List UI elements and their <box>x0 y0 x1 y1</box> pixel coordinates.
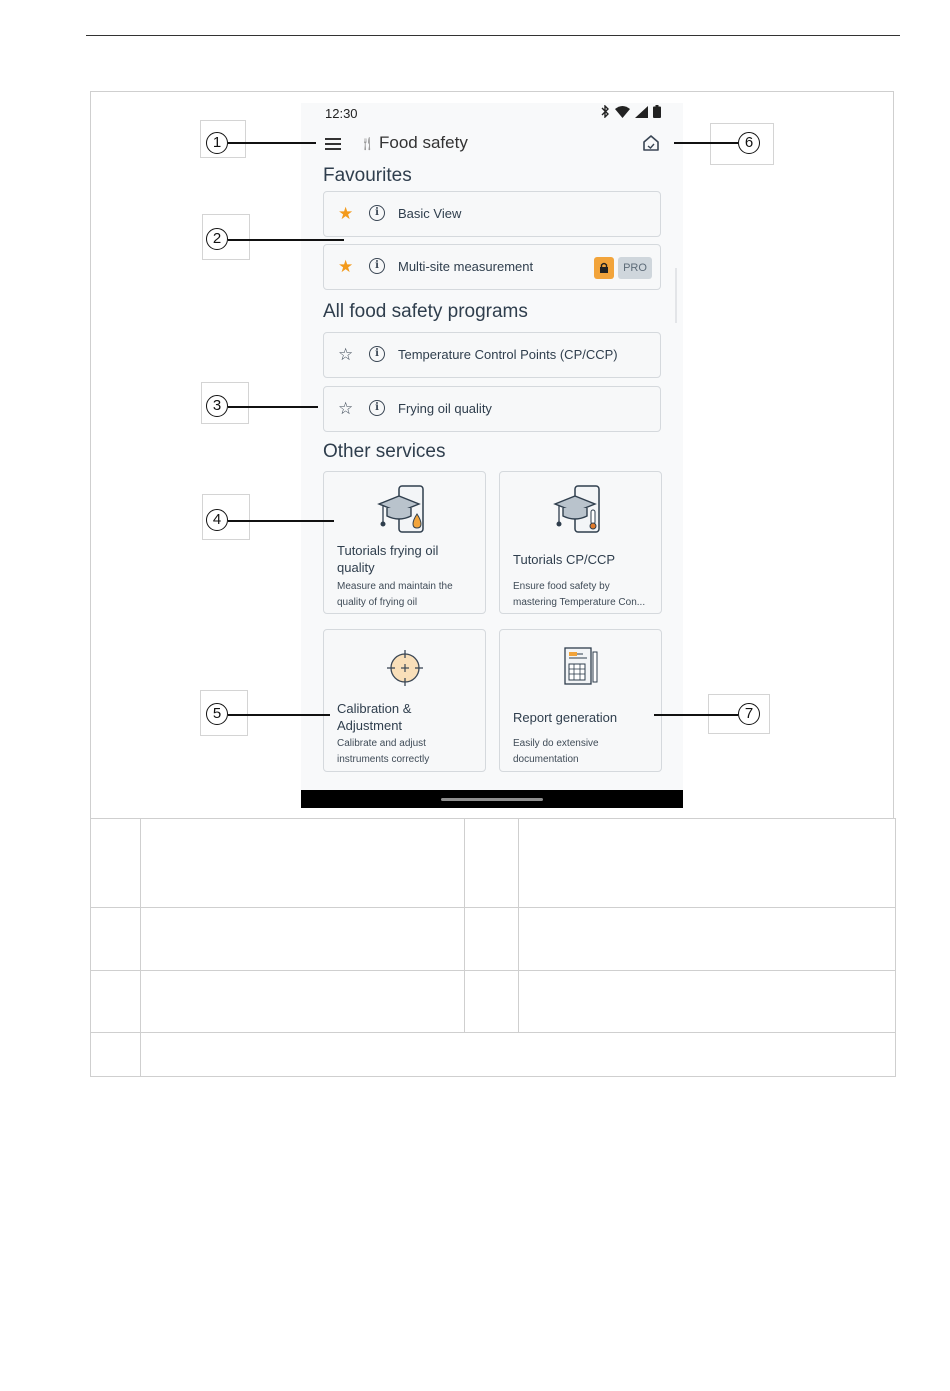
table-cell <box>141 1033 896 1077</box>
table-row <box>91 971 896 1033</box>
callout-5-leader <box>228 714 330 716</box>
callout-4: 4 <box>206 509 228 531</box>
service-card-tutorials-cp-ccp[interactable] <box>499 471 662 614</box>
callout-7: 7 <box>738 703 760 725</box>
bluetooth-icon <box>600 105 610 118</box>
favourite-item-multi-site[interactable] <box>323 244 661 290</box>
star-outline-icon[interactable]: ☆ <box>338 345 354 364</box>
legend-table <box>90 818 896 1077</box>
home-gesture-handle[interactable] <box>441 798 543 801</box>
service-description: Easily do extensive documentation <box>513 738 599 765</box>
app-title: Food safety <box>379 133 468 152</box>
scrollbar[interactable] <box>675 268 677 323</box>
wifi-icon <box>615 106 630 118</box>
status-icons <box>600 105 661 118</box>
table-cell <box>91 971 141 1033</box>
lock-icon <box>594 257 614 279</box>
service-description: Ensure food safety by mastering Temperature Con... <box>513 581 646 608</box>
table-cell <box>141 908 465 971</box>
table-row <box>91 908 896 971</box>
table-cell <box>141 971 465 1033</box>
battery-icon <box>653 105 661 118</box>
status-bar <box>301 103 683 125</box>
service-title: Tutorials CP/CCP <box>513 552 616 567</box>
callout-7-leader <box>654 714 738 716</box>
hamburger-menu-icon[interactable] <box>325 138 341 152</box>
info-icon[interactable]: i <box>369 258 385 274</box>
callout-6: 6 <box>738 132 760 154</box>
callout-2-leader <box>228 239 344 241</box>
service-description: Calibrate and adjust instruments correctly <box>337 738 430 765</box>
table-cell <box>91 908 141 971</box>
service-title: Tutorials frying oil quality <box>337 543 439 575</box>
program-label: Frying oil quality <box>398 401 492 416</box>
table-cell <box>91 819 141 908</box>
favourite-item-basic-view[interactable] <box>323 191 661 237</box>
all-programs-heading: All food safety programs <box>323 301 528 322</box>
program-label: Temperature Control Points (CP/CCP) <box>398 347 618 362</box>
callout-1: 1 <box>206 132 228 154</box>
table-cell <box>141 819 465 908</box>
callout-1-leader <box>228 142 316 144</box>
service-title: Calibration & Adjustment <box>337 701 412 733</box>
navigation-bar <box>301 790 683 808</box>
program-item-cp-ccp[interactable] <box>323 332 661 378</box>
table-cell <box>519 971 896 1033</box>
header-rule <box>86 35 900 36</box>
table-cell <box>465 971 519 1033</box>
fork-knife-icon: 🍴︎ <box>359 136 376 151</box>
table-cell <box>519 819 896 908</box>
pro-badge: PRO <box>618 257 652 279</box>
signal-icon <box>635 106 648 118</box>
service-description: Measure and maintain the quality of frying oil <box>337 581 453 608</box>
service-title: Report generation <box>513 710 618 725</box>
info-icon[interactable]: i <box>369 346 385 362</box>
callout-2: 2 <box>206 228 228 250</box>
service-card-report-generation[interactable] <box>499 629 662 772</box>
callout-6-leader <box>674 142 738 144</box>
program-item-frying-oil[interactable] <box>323 386 661 432</box>
table-cell <box>465 819 519 908</box>
home-icon[interactable] <box>641 133 661 153</box>
crosshair-icon <box>385 648 425 688</box>
phone-screen <box>301 103 683 808</box>
service-card-calibration[interactable] <box>323 629 486 772</box>
info-icon[interactable]: i <box>369 400 385 416</box>
table-row <box>91 1033 896 1077</box>
star-outline-icon[interactable]: ☆ <box>338 399 354 418</box>
graduation-tablet-oil-icon <box>377 484 433 536</box>
star-filled-icon[interactable]: ★ <box>338 204 354 223</box>
star-filled-icon[interactable]: ★ <box>338 257 354 276</box>
callout-5: 5 <box>206 703 228 725</box>
table-cell <box>91 1033 141 1077</box>
callout-3-leader <box>228 406 318 408</box>
service-card-tutorials-frying-oil[interactable] <box>323 471 486 614</box>
program-label: Basic View <box>398 206 462 221</box>
report-calculator-icon <box>561 646 601 688</box>
program-label: Multi-site measurement <box>398 259 534 274</box>
other-services-heading: Other services <box>323 441 446 462</box>
info-icon[interactable]: i <box>369 205 385 221</box>
callout-3: 3 <box>206 395 228 417</box>
app-bar <box>301 127 683 163</box>
table-cell <box>519 908 896 971</box>
callout-4-leader <box>228 520 334 522</box>
table-row <box>91 819 896 908</box>
favourites-heading: Favourites <box>323 165 412 186</box>
status-time: 12:30 <box>325 106 358 121</box>
graduation-tablet-thermometer-icon <box>553 484 609 536</box>
table-cell <box>465 908 519 971</box>
